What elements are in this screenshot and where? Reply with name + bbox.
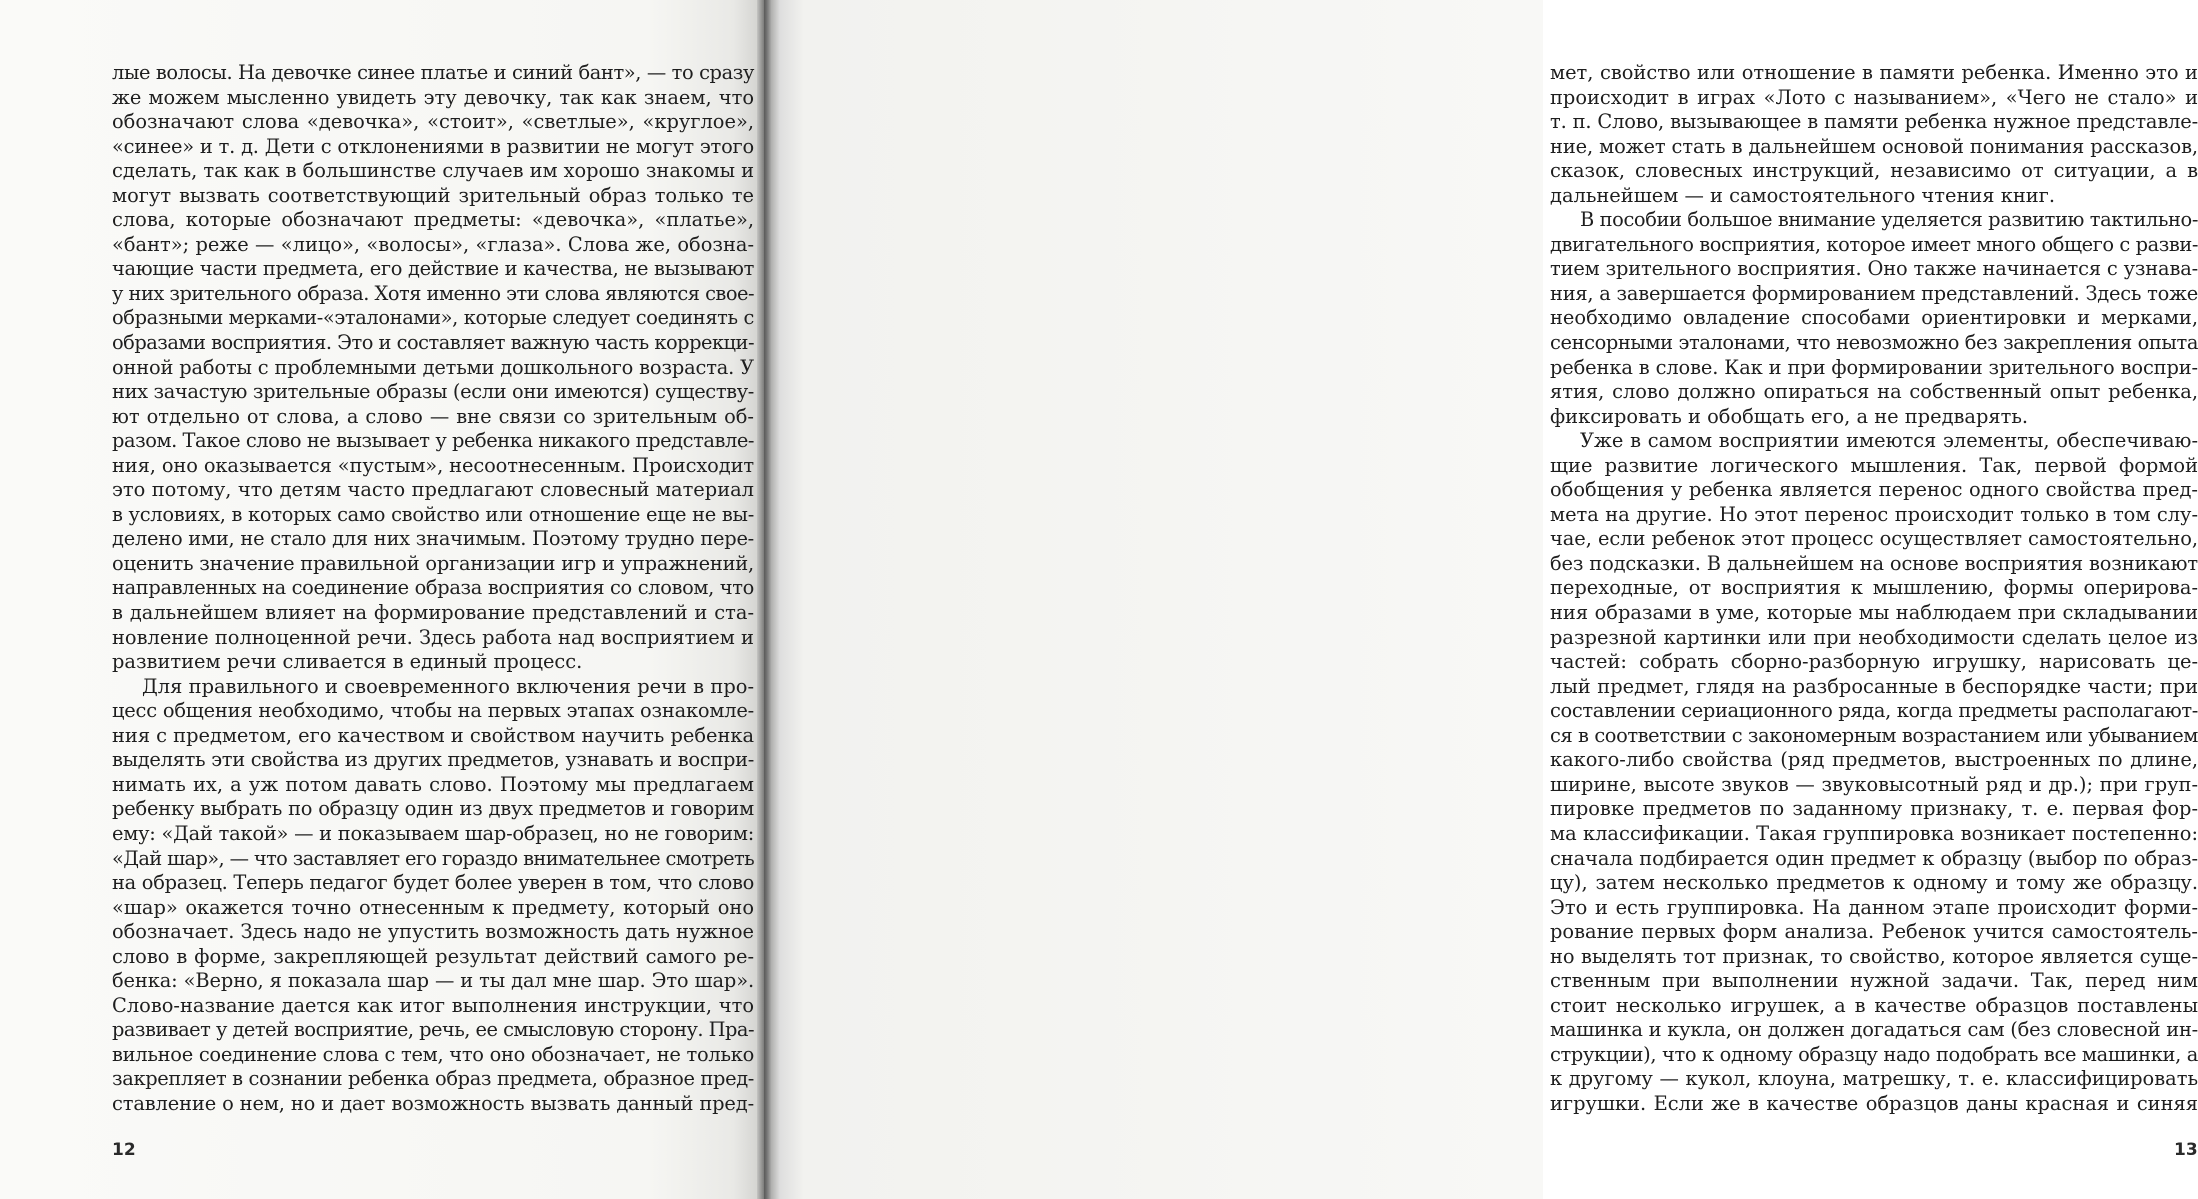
text-line: выделять эти свойства из других предметов, узнавать и воспри- xyxy=(112,748,754,772)
text-line: обозначают слова «девочка», «стоит», «светлые», «круглое», xyxy=(112,110,754,134)
text-line: без подсказки. В дальнейшем на основе восприятия возникают xyxy=(1550,551,2198,575)
text-line: ственным при выполнении нужной задачи. Так, перед ним xyxy=(1550,969,2198,993)
text-line: бенка: «Верно, я показала шар — и ты дал мне шар. Это шар». xyxy=(112,969,754,993)
text-line: развивает у детей восприятие, речь, ее смысловую сторону. Пра- xyxy=(112,1018,754,1042)
text-line: фиксировать и обобщать его, а не предварять. xyxy=(1550,404,2029,428)
text-line: сначала подбирается один предмет к образцу (выбор по образ- xyxy=(1550,846,2198,870)
text-line: дальнейшем — и самостоятельного чтения книг. xyxy=(1550,183,2055,207)
text-line: лые волосы. На девочке синее платье и синий бант», — то сразу xyxy=(112,61,754,84)
text-line: ставление о нем, но и дает возможность вызвать данный пред- xyxy=(112,1091,754,1115)
text-line: составлении сериационного ряда, когда предметы располагают- xyxy=(1550,699,2198,723)
text-line: В пособии большое внимание уделяется развитию тактильно- xyxy=(1580,208,2198,232)
text-line: у них зрительного образа. Хотя именно эти слова являются свое- xyxy=(112,281,754,305)
text-line: цу), затем несколько предметов к одному и тому же образцу. xyxy=(1550,871,2198,895)
text-line: чае, если ребенок этот процесс осуществляет самостоятельно, xyxy=(1550,527,2198,551)
left-page xyxy=(0,0,764,1199)
text-line: могут вызвать соответствующий зрительный образ только те xyxy=(112,183,754,207)
text-line: сказок, словесных инструкций, независимо от ситуации, а в xyxy=(1550,159,2198,183)
text-line: «Дай шар», — что заставляет его гораздо внимательнее смотреть xyxy=(112,846,754,870)
text-line: же можем мысленно увидеть эту девочку, так как знаем, что xyxy=(112,85,754,109)
text-line: вильное соединение слова с тем, что оно обозначает, не только xyxy=(112,1042,754,1066)
text-line: цесс общения необходимо, чтобы на первых этапах ознакомле- xyxy=(112,699,754,723)
text-line: пировке предметов по заданному признаку, т. е. первая фор- xyxy=(1550,797,2198,821)
text-line: мет, свойство или отношение в памяти ребенка. Именно это и xyxy=(1550,61,2198,84)
text-line: т. п. Слово, вызывающее в памяти ребенка нужное представле- xyxy=(1550,110,2198,134)
text-line: делено ими, не стало для них значимым. Поэтому трудно пере- xyxy=(112,527,754,551)
text-line: образными мерками-«эталонами», которые следует соединять с xyxy=(112,306,754,330)
right-page-text xyxy=(1550,61,2198,1117)
text-line: переходные, от восприятия к мышлению, формы оперирова- xyxy=(1550,576,2198,600)
text-line: направленных на соединение образа восприятия со словом, что xyxy=(112,576,754,600)
text-line: Уже в самом восприятии имеются элементы, обеспечиваю- xyxy=(1580,429,2198,453)
text-line: это потому, что детям часто предлагают словесный материал xyxy=(112,478,754,502)
text-line: оценить значение правильной организации игр и упражнений, xyxy=(112,551,754,575)
text-line: обобщения у ребенка является перенос одного свойства пред- xyxy=(1550,478,2198,502)
text-line: в дальнейшем влияет на формирование представлений и ста- xyxy=(112,601,754,625)
text-line: разрезной картинки или при необходимости сделать целое из xyxy=(1550,625,2198,649)
text-line: новление полноценной речи. Здесь работа над восприятием и xyxy=(112,625,754,649)
text-line: в условиях, в которых само свойство или отношение еще не вы- xyxy=(112,502,754,526)
text-line: двигательного восприятия, которое имеет много общего с разви- xyxy=(1550,232,2198,256)
text-line: Слово-название дается как итог выполнения инструкции, что xyxy=(112,993,754,1017)
text-line: ют отдельно от слова, а слово — вне связи со зрительным об- xyxy=(112,404,754,428)
text-line: слова, которые обозначают предметы: «девочка», «платье», xyxy=(112,208,754,232)
text-line: ся в соответствии с закономерным возрастанием или убыванием xyxy=(1550,723,2198,747)
text-line: к другому — кукол, клоуна, матрешку, т. е. классифицировать xyxy=(1550,1067,2198,1091)
text-line: ширине, высоте звуков — звуковысотный ряд и др.); при груп- xyxy=(1550,772,2198,796)
text-line: ния образами в уме, которые мы наблюдаем при складывании xyxy=(1550,601,2198,625)
text-line: чающие части предмета, его действие и качества, не вызывают xyxy=(112,257,755,281)
left-page-number: 12 xyxy=(112,1140,136,1160)
text-line: разом. Такое слово не вызывает у ребенка никакого представле- xyxy=(112,429,754,453)
text-line: мета на другие. Но этот перенос происходит только в том слу- xyxy=(1550,502,2198,526)
text-line: игрушки. Если же в качестве образцов даны красная и синяя xyxy=(1550,1091,2198,1115)
text-line: происходит в играх «Лото с называнием», «Чего не стало» и xyxy=(1550,85,2198,109)
text-line: онной работы с проблемными детьми дошкольного возраста. У xyxy=(112,355,754,379)
text-line: них зачастую зрительные образы (если они имеются) существу- xyxy=(112,380,754,404)
right-page xyxy=(764,0,2198,1199)
text-line: лый предмет, глядя на разбросанные в беспорядке части; при xyxy=(1550,674,2198,698)
text-line: тием зрительного восприятия. Оно также начинается с узнава- xyxy=(1550,257,2198,281)
text-line: необходимо овладение способами ориентировки и мерками, xyxy=(1550,306,2198,330)
text-line: закрепляет в сознании ребенка образ предмета, образное пред- xyxy=(112,1067,754,1091)
text-line: «шар» окажется точно отнесенным к предмету, который оно xyxy=(112,895,754,919)
text-line: «синее» и т. д. Дети с отклонениями в развитии не могут этого xyxy=(112,134,754,158)
text-line: слово в форме, закрепляющей результат действий самого ре- xyxy=(112,944,754,968)
text-line: ребенку выбрать по образцу один из двух предметов и говорим xyxy=(112,797,754,821)
text-line: щие развитие логического мышления. Так, первой формой xyxy=(1550,453,2198,477)
text-line: частей: собрать сборно-разборную игрушку, нарисовать це- xyxy=(1550,650,2198,674)
text-line: ему: «Дай такой» — и показываем шар-образец, но не говорим: xyxy=(112,821,754,845)
text-line: рование первых форм анализа. Ребенок учится самостоятель- xyxy=(1550,920,2198,944)
text-line: сделать, так как в большинстве случаев им хорошо знакомы и xyxy=(112,159,754,183)
text-line: какого-либо свойства (ряд предметов, выстроенных по длине, xyxy=(1550,748,2198,772)
text-line: но выделять тот признак, то свойство, которое является суще- xyxy=(1550,944,2198,968)
text-line: на образец. Теперь педагог будет более уверен в том, что слово xyxy=(112,871,754,895)
right-page-number: 13 xyxy=(2174,1140,2198,1160)
text-line: ятия, слово должно опираться на собственный опыт ребенка, xyxy=(1550,380,2198,404)
text-line: «бант»; реже — «лицо», «волосы», «глаза». Слова же, обозна- xyxy=(112,232,754,256)
text-line: машинка и кукла, он должен догадаться сам (без словесной ин- xyxy=(1550,1018,2198,1042)
text-line: ния с предметом, его качеством и свойством научить ребенка xyxy=(112,723,754,747)
left-page-text xyxy=(112,61,754,1117)
book-gutter xyxy=(757,0,771,1199)
text-line: Это и есть группировка. На данном этапе происходит форми- xyxy=(1550,895,2198,919)
text-line: ма классификации. Такая группировка возникает постепенно: xyxy=(1550,821,2198,845)
text-line: образами восприятия. Это и составляет важную часть коррекци- xyxy=(112,331,754,355)
text-line: обозначает. Здесь надо не упустить возможность дать нужное xyxy=(112,920,754,944)
text-line: развитием речи сливается в единый процесс. xyxy=(112,650,583,674)
text-line: ния, оно оказывается «пустым», несоотнесенным. Происходит xyxy=(112,453,754,477)
text-line: ния, а завершается формированием представлений. Здесь тоже xyxy=(1550,281,2198,305)
text-line: нимать их, а уж потом давать слово. Поэтому мы предлагаем xyxy=(112,772,754,796)
text-line: стоит несколько игрушек, а в качестве образцов поставлены xyxy=(1550,993,2198,1017)
text-line: Для правильного и своевременного включения речи в про- xyxy=(142,674,754,698)
text-line: сенсорными эталонами, что невозможно без закрепления опыта xyxy=(1550,331,2198,355)
text-line: ние, может стать в дальнейшем основой понимания рассказов, xyxy=(1550,134,2198,158)
text-line: ребенка в слове. Как и при формировании зрительного воспри- xyxy=(1550,355,2198,379)
text-line: струкции), что к одному образцу надо подобрать все машинки, а xyxy=(1550,1042,2198,1066)
